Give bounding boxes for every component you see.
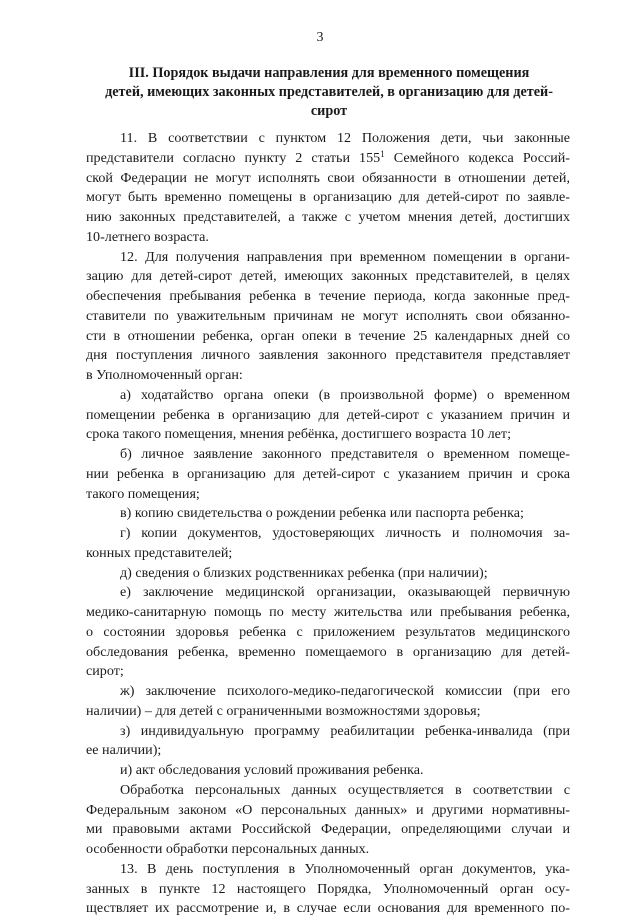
text-line [86,267,570,287]
text-line [86,504,570,524]
paragraph [86,524,570,564]
line-text: конных представителей; [86,544,233,561]
paragraph [86,504,570,524]
section-heading-line: III. Порядок выдачи направления для временного помещения [128,65,530,81]
text-line [86,465,570,485]
text-line [86,761,570,781]
text-line [86,623,570,643]
line-text: ской Федерации не могут исполнять свои обязанности в отношении детей, [86,169,570,186]
line-text: такого помещения; [86,485,200,502]
text-line [86,287,570,307]
section-heading-line: детей, имеющих законных представителей, в организацию для детей- [105,84,553,100]
line-text: д) сведения о близких родственниках ребенка (при наличии); [120,564,488,581]
text-line [86,662,570,682]
text-line [86,228,570,248]
line-text: в Уполномоченный орган: [86,367,243,383]
line-text-continued: Семейного кодекса Россий- [384,149,570,166]
text-line [86,169,570,189]
text-line [86,129,570,149]
paragraph [86,860,570,919]
text-line [86,445,570,465]
text-line [86,741,570,761]
document-body [86,129,570,919]
text-line [86,781,570,801]
paragraph [86,781,570,860]
line-text: обследования ребенка, временно помещаемого в организацию для детей- [86,643,570,660]
text-line [86,307,570,327]
text-line [86,860,570,880]
footnote-marker: 1 [380,148,385,159]
line-text: могут быть временно помещены в организацию для детей-сирот по заявле- [86,189,570,206]
line-text: медико-санитарную помощь по месту жительства или пребывания ребенка, [86,604,570,620]
line-text: 11. В соответствии с пунктом 12 Положения дети, чьи законные [120,130,570,146]
paragraph [86,722,570,762]
text-line [86,840,570,860]
text-line [86,702,570,722]
text-line [86,880,570,900]
text-line [86,801,570,821]
text-line [86,899,570,919]
line-text: помещении ребенка в организацию для детей-сирот с указанием причин и [86,406,570,423]
text-line [86,524,570,544]
text-line [86,208,570,228]
line-text: наличии) – для детей с ограниченными возможностями здоровья; [86,702,481,719]
line-text: е) заключение медицинской организации, оказывающей первичную [120,584,570,601]
paragraph [86,564,570,584]
paragraph [86,583,570,682]
text-line [86,820,570,840]
line-text: г) копии документов, удостоверяющих личность и полномочия за- [120,525,570,541]
paragraph [86,129,570,248]
text-line [86,544,570,564]
line-text: нию законных представителей, а также с учетом мнения детей, достигших [86,209,570,225]
page-number: 3 [316,30,324,45]
paragraph [86,682,570,722]
line-text: и) акт обследования условий проживания ребенка. [120,762,424,778]
text-line [86,564,570,584]
line-text: Обработка персональных данных осуществляется в соответствии с [120,781,570,798]
text-line [86,682,570,702]
text-line [86,327,570,347]
line-text: представители согласно пункту 2 статьи 155 [86,149,381,166]
line-text: 12. Для получения направления при временном помещении в органи- [120,248,570,265]
line-text: а) ходатайство органа опеки (в произвольной форме) о временном [120,386,570,403]
text-line [86,346,570,366]
paragraph [86,445,570,504]
line-text: ществляет их рассмотрение и, в случае если основания для временного по- [86,900,570,917]
line-text: срока такого помещения, мнения ребёнка, достигшего возраста 10 лет; [86,426,511,443]
text-line [86,248,570,268]
line-text: в) копию свидетельства о рождении ребенка или паспорта ребенка; [120,505,524,522]
line-text: ее наличии); [86,742,162,759]
line-text: з) индивидуальную программу реабилитации ребенка-инвалида (при [120,722,570,739]
section-heading-line: сирот [310,103,348,119]
line-text: 13. В день поступления в Уполномоченный орган документов, ука- [120,860,570,877]
text-line [86,425,570,445]
line-text: ставители по уважительным причинам не могут исполнять свои обязанно- [86,307,570,324]
text-line [86,149,570,169]
line-text: нии ребенка в организацию для детей-сирот с указанием причин и срока [86,465,570,482]
line-text: особенности обработки персональных данных. [86,841,370,857]
text-line [86,366,570,386]
section-heading [86,64,572,121]
paragraph [86,386,570,445]
text-line [86,188,570,208]
line-text: обеспечения пребывания ребенка в течение периода, когда законные пред- [86,288,570,304]
line-text: о состоянии здоровья ребенка с приложением результатов медицинского [86,623,570,640]
line-text: ж) заключение психолого-медико-педагогической комиссии (при его [120,683,570,699]
text-line [86,406,570,426]
line-text: сирот; [86,663,124,680]
line-text: занных в пункте 12 настоящего Порядка, Уполномоченный орган осу- [86,880,570,897]
line-text: 10-летнего возраста. [86,228,209,245]
line-text: ми правовыми актами Российской Федерации, определяющими случаи и [86,821,570,838]
line-text: дня поступления личного заявления законного представителя представляет [86,347,570,364]
line-text: б) личное заявление законного представителя о временном помеще- [120,446,570,462]
line-text: Федеральным законом «О персональных данных» и другими нормативны- [86,801,570,818]
text-line [86,722,570,742]
text-line [86,603,570,623]
paragraph [86,248,570,386]
text-line [86,485,570,505]
text-line [86,583,570,603]
text-line [86,643,570,663]
line-text: зацию для детей-сирот детей, имеющих законных представителей, в целях [86,268,570,285]
paragraph [86,761,570,781]
text-line [86,386,570,406]
line-text: сти в отношении ребенка, орган опеки в течение 25 календарных дней со [86,327,570,344]
